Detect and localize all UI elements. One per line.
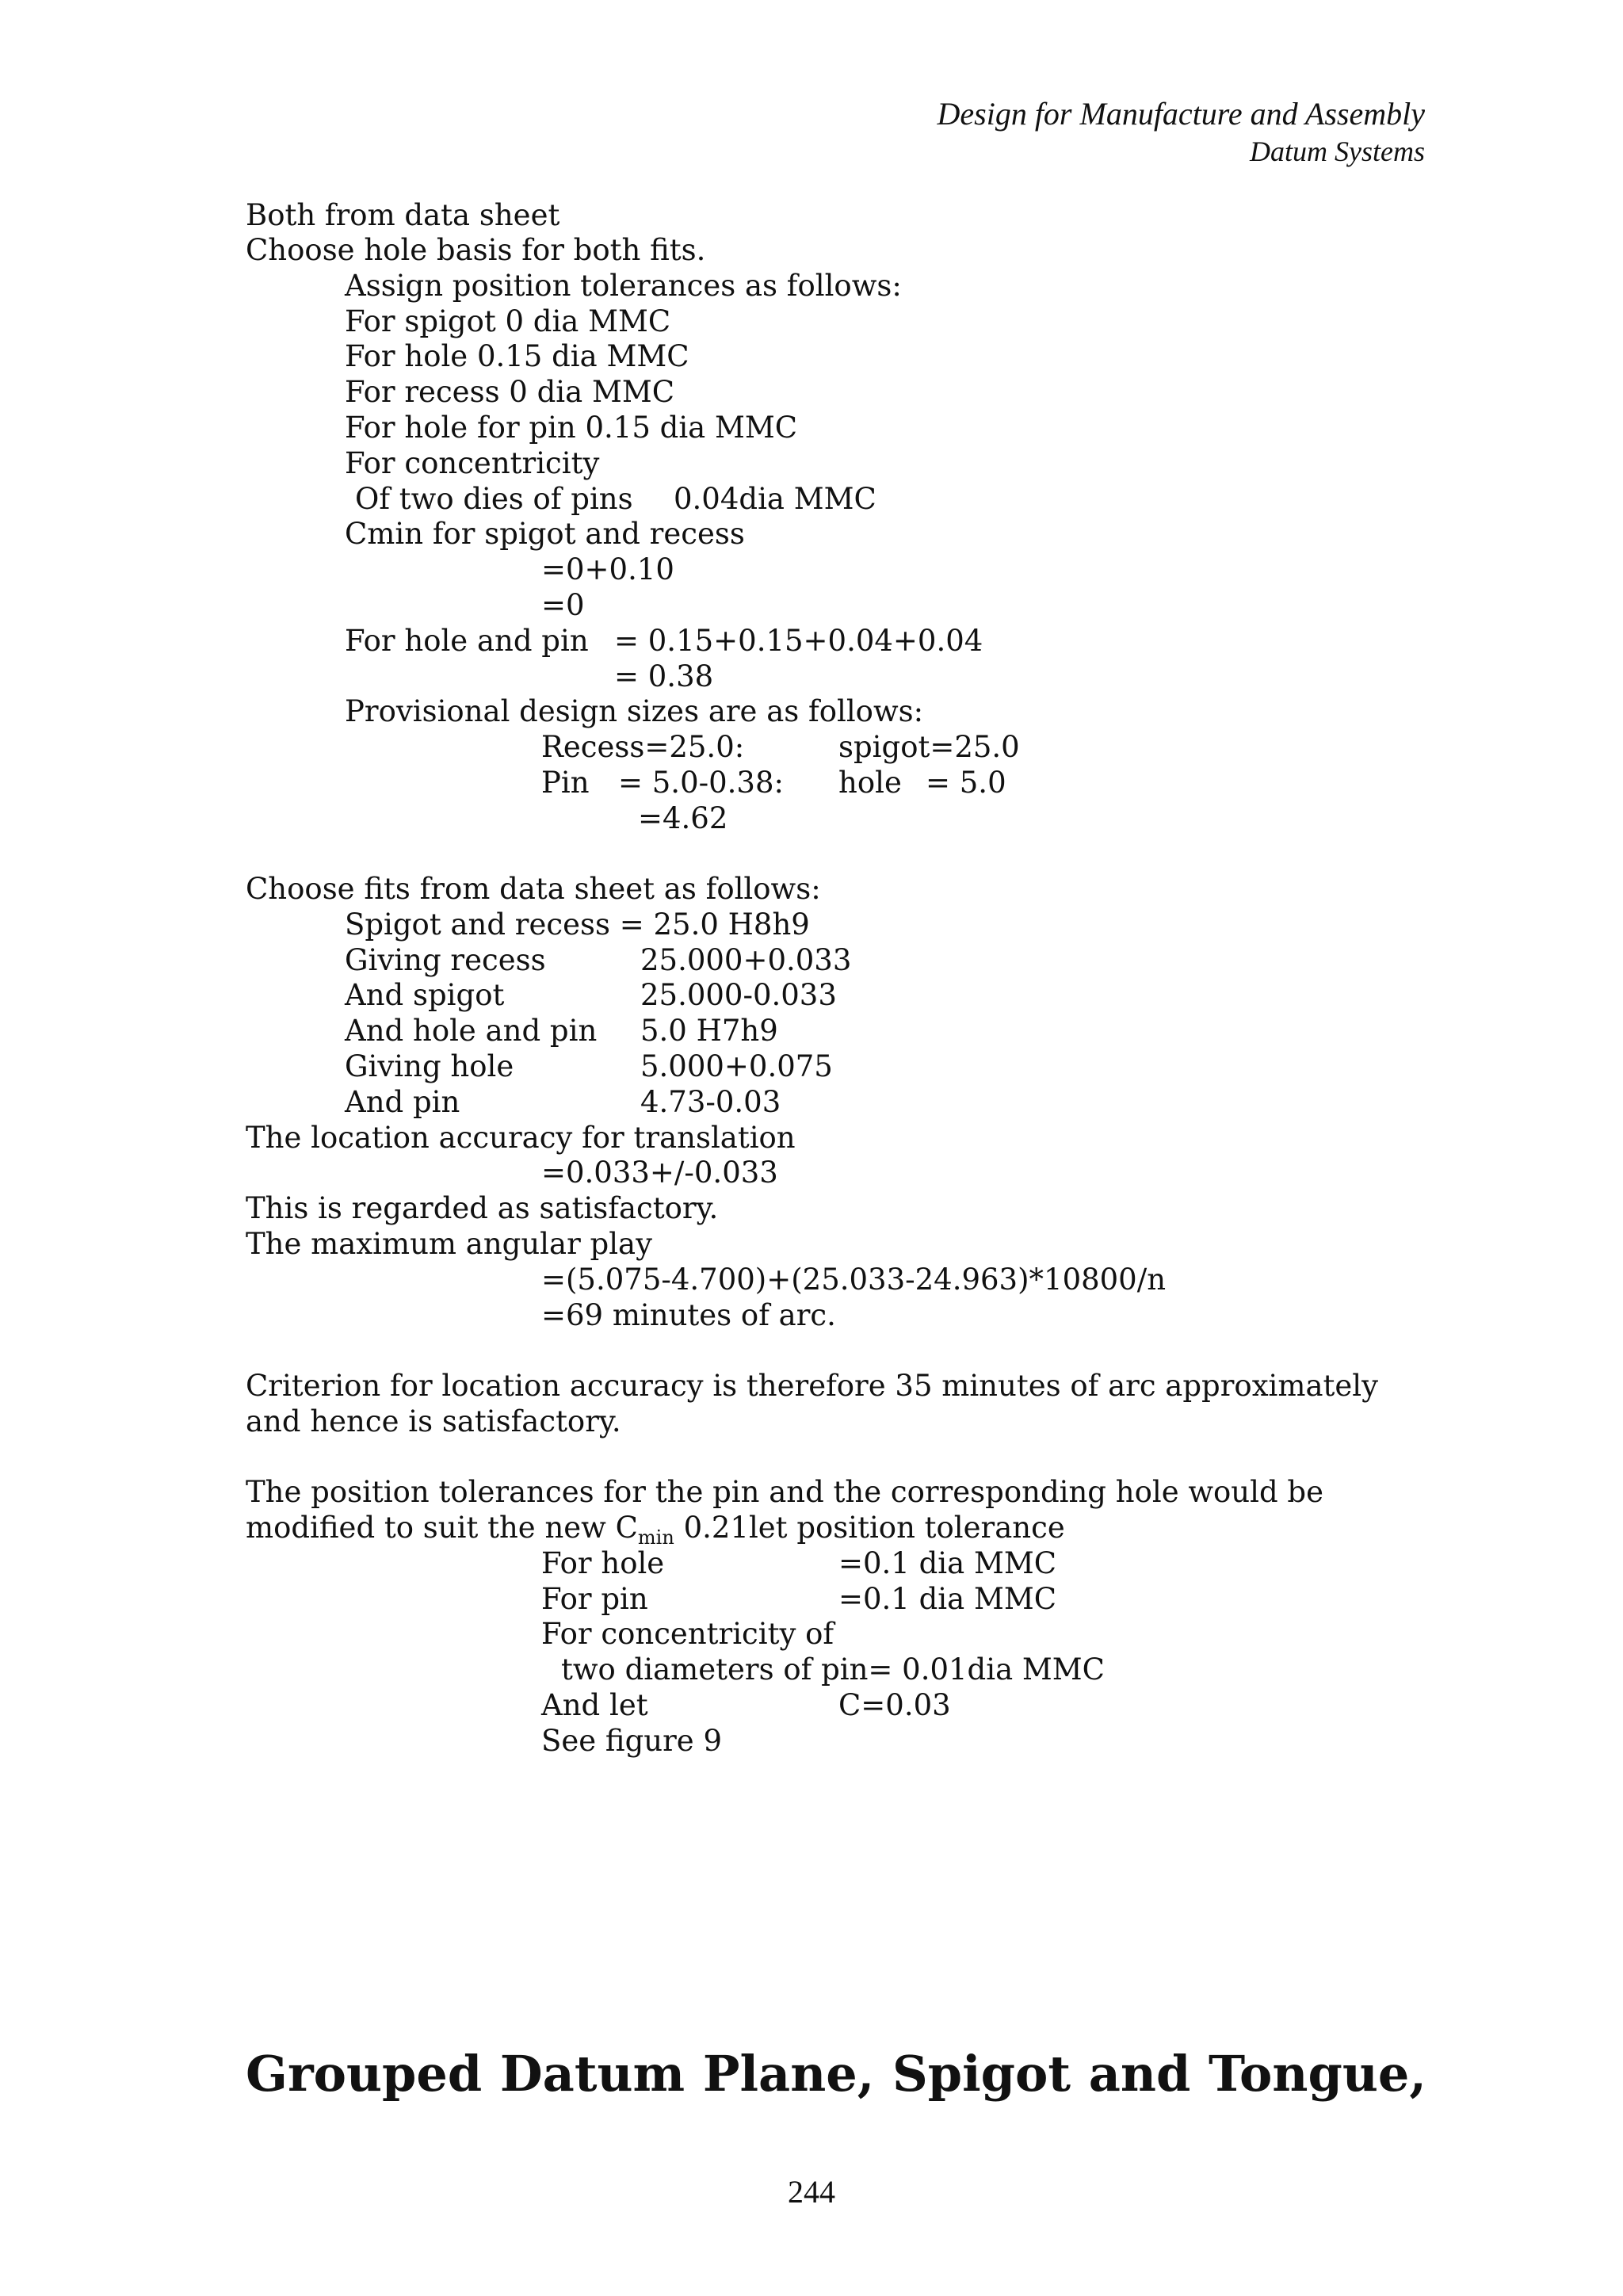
text-line-value: 0.04dia MMC (674, 482, 876, 516)
text-line: For spigot 0 dia MMC (345, 304, 671, 338)
text-line: For hole 0.15 dia MMC (345, 339, 689, 373)
text-line: Recess=25.0: (541, 730, 745, 764)
subscript-min: min (637, 1526, 674, 1549)
text-line-value: 5.000+0.075 (640, 1049, 833, 1083)
text-line: For concentricity of (541, 1617, 834, 1651)
text-line-value: 4.73-0.03 (640, 1085, 781, 1119)
text-line-value: C=0.03 (838, 1688, 951, 1722)
text-line: For concentricity (345, 446, 600, 480)
page-number: 244 (788, 2174, 835, 2210)
text-line: Both from data sheet (246, 198, 560, 232)
text-line (246, 1511, 1065, 1549)
text-line: And pin (345, 1085, 460, 1119)
text-line-value: 25.000-0.033 (640, 978, 837, 1012)
equation-line: =4.62 (638, 801, 728, 835)
text-segment: modified to suit the new C (246, 1511, 638, 1545)
text-line: Of two dies of pins (355, 482, 633, 516)
heading-word: Tongue, (1209, 2045, 1426, 2103)
running-header-book-title: Design for Manufacture and Assembly (937, 96, 1425, 132)
text-line: Criterion for location accuracy is therefore 35 minutes of arc approximately (246, 1369, 1379, 1403)
text-line-value: = 5.0 (926, 766, 1006, 800)
text-line: For hole for pin 0.15 dia MMC (345, 411, 798, 445)
text-line: The position tolerances for the pin and the corresponding hole would be (246, 1475, 1323, 1509)
text-line: Choose hole basis for both fits. (246, 233, 706, 267)
equation-line: =69 minutes of arc. (541, 1298, 836, 1332)
equation-line: = 0.38 (614, 659, 714, 693)
text-line: hole (838, 766, 902, 800)
equation-line: =0.033+/-0.033 (541, 1156, 778, 1190)
text-line: See figure 9 (541, 1724, 722, 1758)
text-line-value: =0.1 dia MMC (838, 1546, 1057, 1580)
text-line: And hole and pin (345, 1014, 598, 1048)
text-line: Giving hole (345, 1049, 514, 1083)
text-line: For hole (541, 1546, 665, 1580)
text-line: For hole and pin (345, 624, 589, 658)
equation-line: =0 (541, 588, 585, 622)
text-line: For recess 0 dia MMC (345, 375, 675, 409)
heading-word: Spigot (892, 2045, 1071, 2103)
heading-word: Datum (499, 2045, 685, 2103)
text-line: Cmin for spigot and recess (345, 517, 745, 551)
heading-word: and (1088, 2045, 1191, 2103)
text-line: Pin (541, 766, 590, 800)
text-line: and hence is satisfactory. (246, 1404, 621, 1438)
running-header-chapter-title: Datum Systems (1250, 136, 1425, 167)
text-line-value: =0.1 dia MMC (838, 1582, 1057, 1616)
text-line: Giving recess (345, 943, 546, 977)
text-segment: 0.21let position tolerance (674, 1511, 1065, 1545)
text-line: Provisional design sizes are as follows: (345, 694, 924, 728)
equation-line: = 0.15+0.15+0.04+0.04 (614, 624, 983, 658)
text-line: Assign position tolerances as follows: (345, 269, 902, 303)
text-line: The maximum angular play (246, 1227, 652, 1261)
text-line: And spigot (345, 978, 505, 1012)
heading-word: Grouped (246, 2045, 483, 2103)
text-line: This is regarded as satisfactory. (246, 1191, 719, 1225)
text-line-value: 5.0 H7h9 (640, 1014, 778, 1048)
text-line: Spigot and recess = 25.0 H8h9 (345, 907, 810, 942)
equation-line: =(5.075-4.700)+(25.033-24.963)*10800/n (541, 1263, 1167, 1297)
text-line-value: 25.000+0.033 (640, 943, 852, 977)
text-line: And let (541, 1688, 648, 1722)
text-line: For pin (541, 1582, 648, 1616)
text-line: The location accuracy for translation (246, 1121, 796, 1155)
section-heading (246, 2045, 1426, 2103)
heading-word: Plane, (702, 2045, 875, 2103)
equation-line: = 5.0-0.38: (618, 766, 784, 800)
equation-line: =0+0.10 (541, 552, 674, 586)
text-line: Choose fits from data sheet as follows: (246, 872, 821, 906)
text-line-value: spigot=25.0 (838, 730, 1020, 764)
text-line: two diameters of pin= 0.01dia MMC (561, 1652, 1105, 1687)
